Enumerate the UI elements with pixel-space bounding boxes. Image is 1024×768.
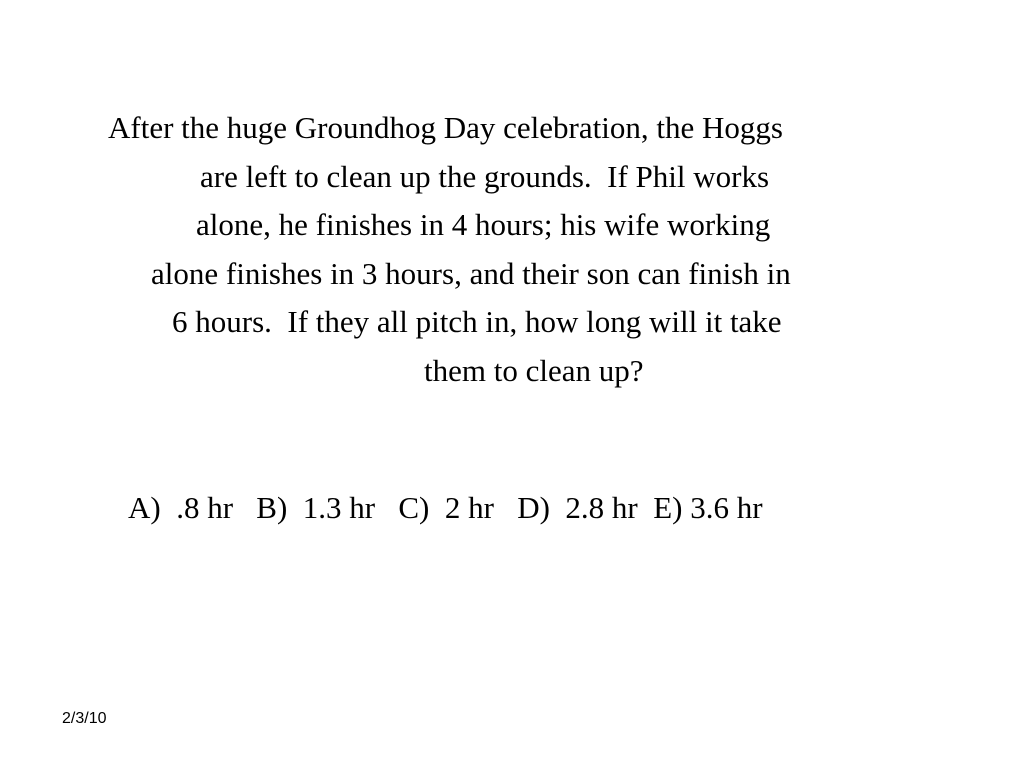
choice-c: C) 2 hr: [398, 490, 494, 525]
answer-choices: [128, 488, 763, 528]
choice-a: A) .8 hr: [128, 490, 234, 525]
question-line: alone finishes in 3 hours, and their son can finish in: [151, 255, 791, 291]
question-text: [100, 104, 980, 395]
choice-e: E) 3.6 hr: [653, 490, 763, 525]
question-line: them to clean up?: [424, 352, 644, 388]
question-line: After the huge Groundhog Day celebration, the Hoggs: [108, 110, 783, 145]
choice-d: D) 2.8 hr: [517, 490, 638, 525]
footer-date: 2/3/10: [62, 710, 107, 727]
choice-b: B) 1.3 hr: [256, 490, 376, 525]
question-line: alone, he finishes in 4 hours; his wife working: [196, 207, 771, 242]
question-line: are left to clean up the grounds. If Phil works: [200, 158, 770, 194]
question-line: 6 hours. If they all pitch in, how long will it take: [172, 304, 782, 339]
